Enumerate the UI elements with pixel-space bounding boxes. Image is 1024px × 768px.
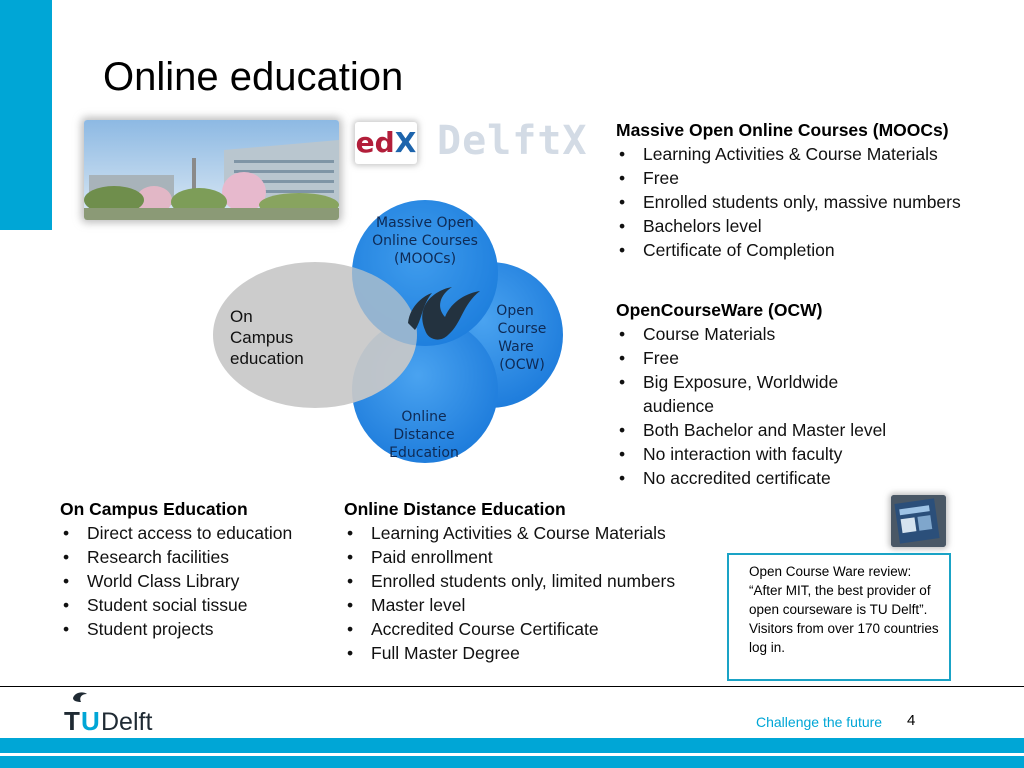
moocs-item: • Certificate of Completion — [616, 238, 1016, 262]
svg-text:U: U — [81, 706, 100, 734]
distance-item: • Paid enrollment — [344, 545, 724, 569]
tablet-thumbnail — [891, 495, 946, 547]
campus-block — [60, 497, 335, 641]
campus-list — [60, 521, 335, 641]
venn-distance-line3: Education — [389, 445, 459, 461]
tudelft-logo — [63, 692, 173, 734]
ocw-heading: OpenCourseWare (OCW) — [616, 300, 823, 320]
ocw-block — [616, 298, 926, 490]
slide-title: Online education — [103, 55, 404, 99]
venn-distance-line1: Online — [401, 409, 447, 425]
venn-ocw-line4: (OCW) — [499, 357, 545, 373]
campus-item: • Research facilities — [60, 545, 335, 569]
distance-item: • Full Master Degree — [344, 641, 724, 665]
ocw-item: • Free — [616, 346, 926, 370]
ocw-review-callout: Open Course Ware review: “After MIT, the best provider of open courseware is TU Delft”. Visitors from over 170 countries log in. — [727, 553, 951, 681]
ocw-item: • No accredited certificate — [616, 466, 926, 490]
campus-item: • Student social tissue — [60, 593, 335, 617]
venn-ocw-line2: Course — [497, 321, 547, 337]
venn-ocw-line3: Ware — [498, 339, 534, 355]
distance-block — [344, 497, 724, 665]
venn-campus-line3: education — [230, 349, 304, 368]
distance-item: • Enrolled students only, limited numbers — [344, 569, 724, 593]
venn-moocs-line1: Massive Open — [376, 215, 474, 231]
edx-logo: edX — [355, 122, 417, 164]
campus-item: • Direct access to education — [60, 521, 335, 545]
flame-icon — [73, 692, 87, 702]
ocw-item: • Course Materials — [616, 322, 926, 346]
moocs-item: • Learning Activities & Course Materials — [616, 142, 1016, 166]
moocs-heading: Massive Open Online Courses (MOOCs) — [616, 120, 949, 140]
footer-divider — [0, 686, 1024, 687]
ocw-item: • Both Bachelor and Master level — [616, 418, 926, 442]
campus-heading: On Campus Education — [60, 499, 248, 519]
venn-ocw-line1: Open — [496, 303, 534, 319]
distance-list — [344, 521, 724, 665]
ocw-item: • Big Exposure, Worldwide audience — [616, 370, 883, 418]
delftx-logo: DelftX — [437, 118, 588, 164]
moocs-item: • Enrolled students only, massive numbers — [616, 190, 1016, 214]
distance-item: • Master level — [344, 593, 724, 617]
venn-campus-line1: On — [230, 307, 253, 326]
venn-distance-line2: Distance — [393, 427, 455, 443]
distance-item: • Learning Activities & Course Materials — [344, 521, 724, 545]
page-number: 4 — [907, 712, 916, 729]
svg-text:Delft: Delft — [101, 708, 153, 734]
venn-diagram — [200, 195, 570, 485]
moocs-block — [616, 118, 1016, 262]
campus-item: • World Class Library — [60, 569, 335, 593]
footer-stripe — [0, 753, 1024, 756]
venn-moocs-line3: (MOOCs) — [393, 251, 457, 267]
svg-text:T: T — [64, 706, 80, 734]
ocw-item: • No interaction with faculty — [616, 442, 926, 466]
moocs-item: • Bachelors level — [616, 214, 1016, 238]
tagline: Challenge the future — [756, 714, 883, 730]
campus-item: • Student projects — [60, 617, 335, 641]
accent-bar — [0, 0, 52, 230]
moocs-item: • Free — [616, 166, 1016, 190]
distance-heading: Online Distance Education — [344, 499, 566, 519]
moocs-list — [616, 142, 1016, 262]
venn-campus-line2: Campus — [230, 328, 294, 347]
ocw-list — [616, 322, 926, 490]
venn-moocs-line2: Online Courses — [372, 233, 478, 249]
distance-item: • Accredited Course Certificate — [344, 617, 724, 641]
